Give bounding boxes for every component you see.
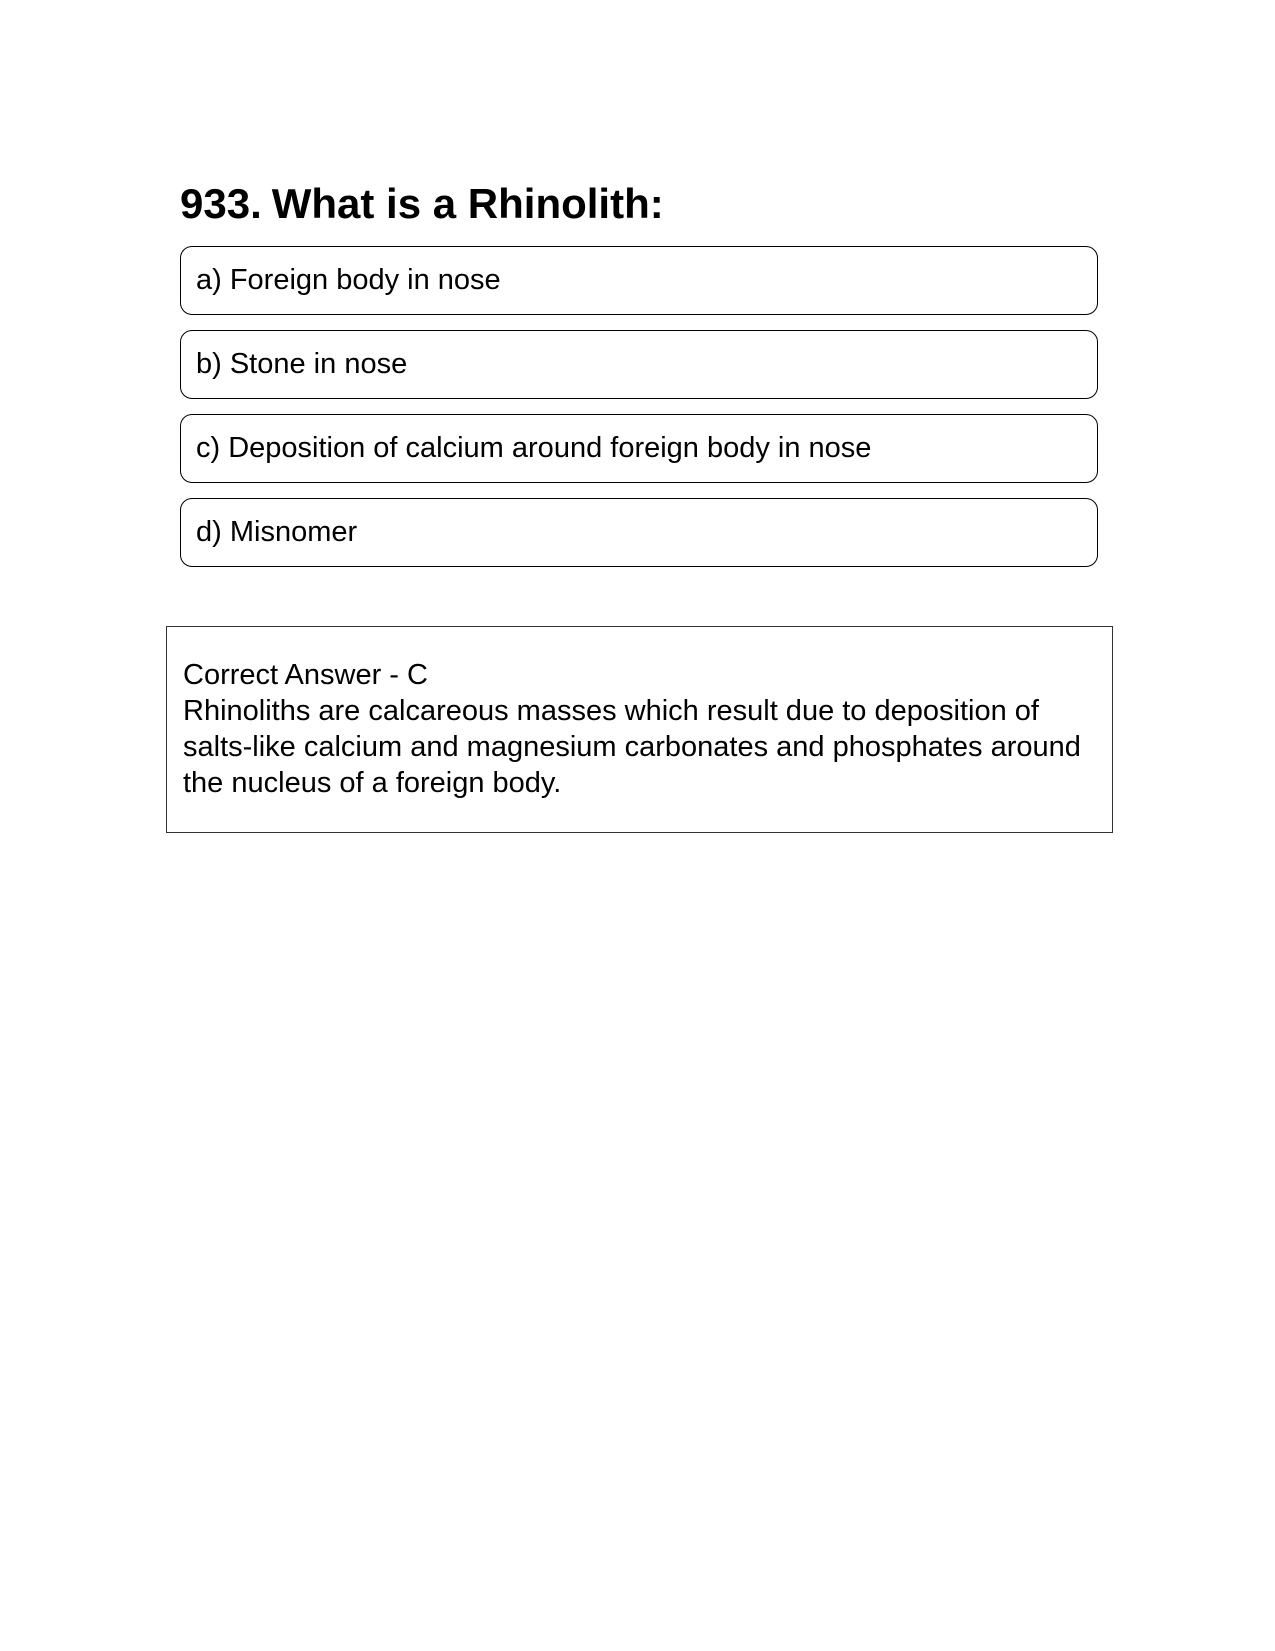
option-a-label: a) Foreign body in nose: [196, 264, 501, 296]
answer-explanation: Rhinoliths are calcareous masses which result due to deposition of salts-like calcium and magnesium carbonates and phosphates around the nucleus of a foreign body.: [183, 695, 1081, 799]
option-a[interactable]: [180, 246, 1098, 315]
question-text: What is a Rhinolith:: [271, 180, 664, 227]
correct-answer-heading: Correct Answer - C: [183, 659, 428, 691]
option-d[interactable]: [180, 498, 1098, 567]
option-b-label: b) Stone in nose: [196, 348, 408, 380]
option-c-label: c) Deposition of calcium around foreign body in nose: [196, 432, 872, 464]
options-list: [180, 246, 1098, 567]
question-number: 933.: [180, 180, 262, 227]
option-b[interactable]: [180, 330, 1098, 399]
question-block: [180, 178, 1098, 582]
option-d-label: d) Misnomer: [196, 516, 358, 548]
question-title: [180, 178, 1098, 230]
option-c[interactable]: [180, 414, 1098, 483]
answer-box: [166, 626, 1113, 833]
